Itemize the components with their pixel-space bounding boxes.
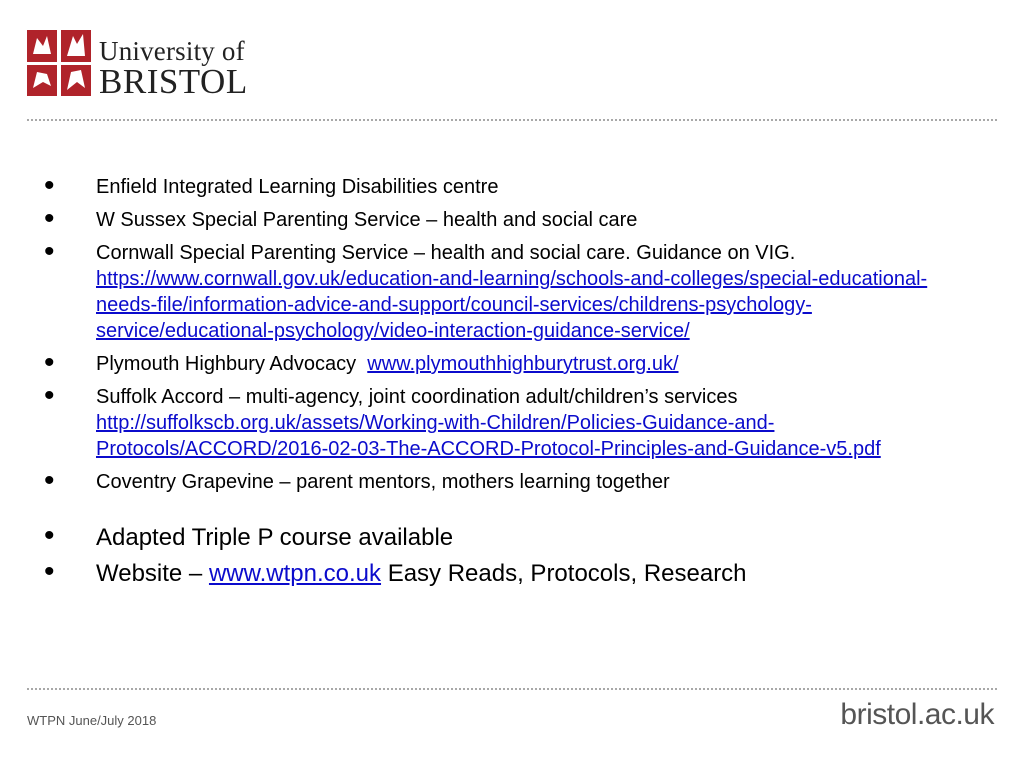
bullet-icon: • [44,555,55,588]
logo-line2: BRISTOL [99,62,248,101]
bullet-icon: • [44,464,55,497]
list-item [44,235,984,344]
list-item [44,346,984,379]
list-item-text: Cornwall Special Parenting Service – health and social care. Guidance on VIG. [96,242,796,264]
list-item [44,379,984,462]
resources-list [44,521,984,591]
website-link[interactable]: www.wtpn.co.uk [208,560,382,587]
university-logo [27,30,252,100]
list-item-text: W Sussex Special Parenting Service – health and social care [96,209,638,231]
logo-line1: University of [99,36,245,66]
list-item-text: Suffolk Accord – multi-agency, joint coordination adult/children’s services [96,386,738,408]
bullet-icon: • [44,346,55,379]
plymouth-link[interactable]: www.plymouthhighburytrust.org.uk/ [367,353,679,375]
website-suffix: Easy Reads, Protocols, Research [381,560,747,587]
list-item-text: Coventry Grapevine – parent mentors, mothers learning together [96,471,670,493]
footer-website: bristol.ac.uk [840,698,994,731]
bottom-divider [27,688,997,690]
list-item [44,521,984,555]
bullet-icon: • [44,379,55,412]
bullet-icon: • [44,202,55,235]
crest-icon [27,30,91,96]
list-item [44,169,984,202]
list-item-text: Adapted Triple P course available [96,524,454,551]
logo-wordmark [99,36,248,101]
list-item-text: Enfield Integrated Learning Disabilities centre [96,176,499,198]
suffolk-link[interactable]: http://suffolkscb.org.uk/assets/Working-with-Children/Policies-Guidance-and-Protocols/ACCORD/2016-02-03-The-ACCORD-Protocol-Principles-and-Guidance-v5.pdf [96,412,881,460]
list-item [44,202,984,235]
footer-date: WTPN June/July 2018 [27,713,157,728]
bullet-icon: • [44,519,55,552]
service-list [44,169,984,497]
slide-content [44,169,984,593]
list-item [44,464,984,497]
list-item-text: Plymouth Highbury Advocacy [96,353,357,375]
top-divider [27,119,997,121]
bullet-icon: • [44,235,55,268]
website-prefix: Website – [96,560,209,587]
list-item [44,557,984,591]
cornwall-link[interactable]: https://www.cornwall.gov.uk/education-and-learning/schools-and-colleges/special-educational-needs-file/information-advice-and-support/council-services/childrens-psychology-service/educational-psychology/video-interaction-guidance-service/ [96,268,928,342]
bullet-icon: • [44,169,55,202]
